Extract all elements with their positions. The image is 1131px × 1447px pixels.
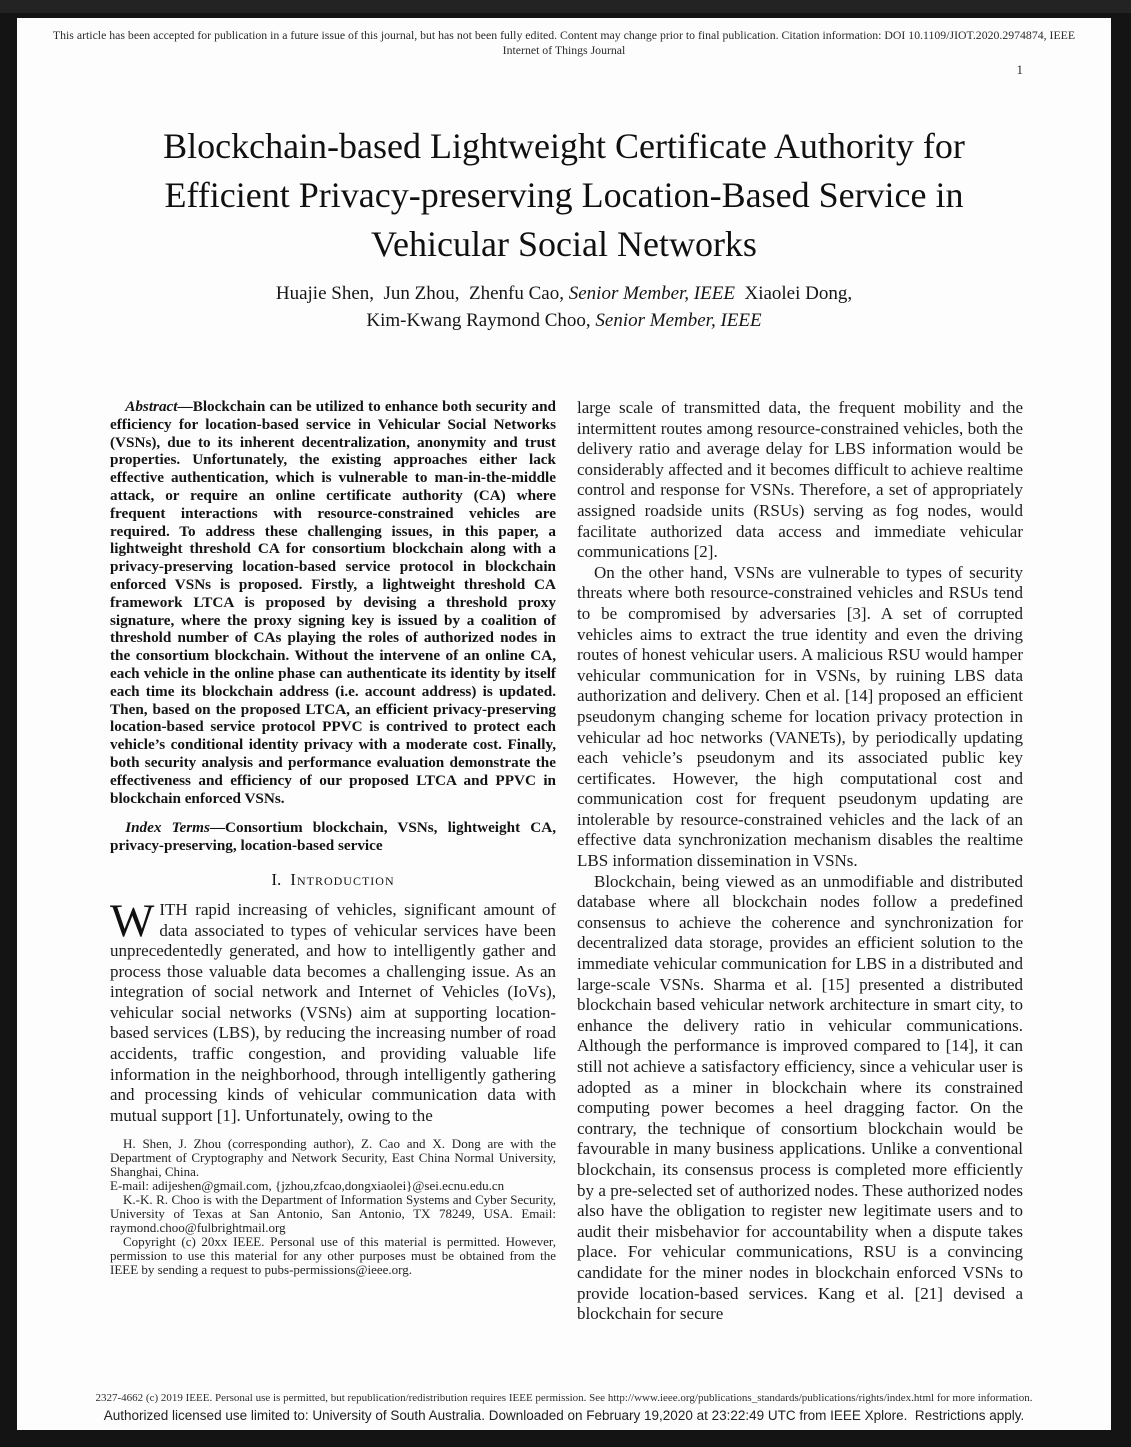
footnote-affiliation-1: H. Shen, J. Zhou (corresponding author), Z. Cao and X. Dong are with the Department of Cryptography and Network Security, East China Normal University, Shanghai, China.	[110, 1136, 556, 1180]
author-affil-italic-2: Senior Member, IEEE	[595, 310, 762, 331]
author-names-1b: Xiaolei Dong,	[734, 283, 853, 304]
abstract-text: —Blockchain can be utilized to enhance both security and efficiency for location-based service in Vehicular Social Networks (VSNs), due to its inherent decentralization, anonymity and trust properties. Unfortunately, the existing approaches either lack effective authentication, which is vulnerable to man-in-the-middle attack, or require an online certificate authority (CA) where frequent interactions with resource-constrained vehicles are required. To address these challenging issues, in this paper, a lightweight threshold CA for consortium blockchain along with a privacy-preserving location-based service protocol in blockchain enforced VSNs is proposed. Firstly, a lightweight threshold CA framework LTCA is proposed by devising a threshold proxy signature, where the proxy signing key is issued by a coalition of threshold number of CAs playing the roles of authorized nodes in the consortium blockchain. Without the intervene of an online CA, each vehicle in the online phase can authenticate its identity by itself each time its blockchain address (i.e. account address) is updated. Then, based on the proposed LTCA, an efficient privacy-preserving location-based service protocol PPVC is contrived to protect each vehicle’s conditional identity privacy with a moderate cost. Finally, both security analysis and performance evaluation demonstrate the effectiveness and efficiency of our proposed LTCA and PPVC in blockchain enforced VSNs.	[110, 398, 556, 807]
section-heading-introduction	[110, 870, 556, 890]
author-names-1: Huajie Shen, Jun Zhou, Zhenfu Cao,	[275, 283, 569, 304]
body-paragraph-continuation: large scale of transmitted data, the frequent mobility and the intermittent routes among resource-constrained vehicles, both the delivery ratio and average delay for LBS information would be considerably affected and it becomes difficult to achieve realtime control and response for VSNs. Therefore, a set of appropriately assigned roadside units (RSUs) serving as fog nodes, would facilitate authorized data access and immediate vehicular communications [2].	[577, 398, 1023, 562]
footer-license-stamp: Authorized licensed use limited to: University of South Australia. Downloaded on February 19,2020 at 23:22:49 UTC from IEEE Xplore. Restrictions apply.	[103, 1408, 1025, 1423]
page-number: 1	[1016, 62, 1023, 77]
page-footer	[17, 1391, 1111, 1424]
index-terms-label: Index Terms	[125, 819, 210, 837]
footer-copyright-line: 2327-4662 (c) 2019 IEEE. Personal use is permitted, but republication/redistribution requires IEEE permission. See http://www.ieee.org/publications_standards/publications/rights/index.html for more information.	[95, 1392, 1033, 1404]
index-terms-text: —Consortium blockchain, VSNs, lightweight CA, privacy-preserving, location-based service	[110, 819, 556, 855]
body-paragraph-2: On the other hand, VSNs are vulnerable to types of security threats where both resource-constrained vehicles and RSUs tend to be compromised by adversaries [3]. A set of corrupted vehicles aims to extract the true identity and even the driving routes of honest vehicular users. A malicious RSU would hamper vehicular communication for in VSNs, by ruining LBS data authorization and delivery. Chen et al. [14] proposed an efficient pseudonym changing scheme for location privacy protection in vehicular ad hoc networks (VANETs), by periodically updating each vehicle’s pseudonym and its associated public key certificates. However, the high computational cost and communication cost for frequent pseudonym updating are intolerable by resource-constrained vehicles and the lack of an effective data synchronization mechanism disables the realtime LBS information dissemination in VSNs.	[577, 562, 1023, 871]
right-column	[577, 398, 1023, 1378]
author-names-2: Kim-Kwang Raymond Choo,	[366, 310, 596, 331]
paper-page	[17, 18, 1111, 1430]
footnote-copyright: Copyright (c) 20xx IEEE. Personal use of this material is permitted. However, permission to use this material for any other purposes must be obtained from the IEEE by sending a request to pubs-permissions@ieee.org.	[110, 1234, 556, 1278]
intro-paragraph	[110, 894, 556, 1127]
abstract-paragraph	[110, 398, 556, 807]
paper-title	[17, 122, 1111, 269]
author-line-1	[17, 280, 1111, 307]
window-top-edge	[0, 0, 1131, 13]
author-affil-italic-1: Senior Member, IEEE	[568, 283, 735, 304]
left-column	[110, 398, 556, 1378]
index-terms-paragraph	[110, 819, 556, 855]
intro-text: ITH rapid increasing of vehicles, significant amount of data associated to types of vehicular services have been unprecedentedly generated, and how to intelligently gather and process those valuable data becomes a challenging issue. As an integration of social network and Internet of Vehicles (IoVs), vehicular social networks (VSNs) aim at supporting location-based services (LBS), by reducing the increasing number of road accidents, traffic congestion, and providing valuable life information in the neighborhood, through intelligently gathering and processing kinds of vehicular communication data with mutual support [1]. Unfortunately, owing to the	[110, 899, 556, 1125]
intro-dropcap: W	[110, 894, 155, 947]
section-number: I.	[271, 869, 282, 889]
paper-title-text: Blockchain-based Lightweight Certificate Authority for Efficient Privacy-preserving Location-Based Service in Vehicular Social Networks	[163, 126, 965, 264]
section-title: Introduction	[290, 869, 395, 889]
body-paragraph-3: Blockchain, being viewed as an unmodifiable and distributed database where all blockchain nodes follow a predefined consensus to achieve the coherence and synchronization for decentralized data storage, provides an efficient solution to the immediate vehicular communication for LBS in a distributed and large-scale VSNs. Sharma et al. [15] presented a distributed blockchain based vehicular network architecture in smart city, to enhance the delivery ratio in vehicular communications. Although the performance is improved compared to [14], it can still not achieve a satisfactory efficiency, since a vehicular user is adopted as a miner in blockchain where its constrained computing power becomes a heel dragging factor. On the contrary, the technique of consortium blockchain would be favourable in many business applications. Unlike a conventional blockchain, its consensus process is completed more efficiently by a pre-selected set of authorized nodes. These authorized nodes also have the obligation to register new legitimate users and to audit their misbehavior for accountability when a dispute takes place. For vehicular communications, RSU is a convincing candidate for the miner nodes in blockchain enforced VSNs to provide location-based services. Kang et al. [21] devised a blockchain for secure	[577, 871, 1023, 1324]
footnote-affiliation-2: K.-K. R. Choo is with the Department of Information Systems and Cyber Security, University of Texas at San Antonio, San Antonio, TX 78249, USA. Email: raymond.choo@fulbrightmail.org	[110, 1192, 556, 1236]
abstract-label: Abstract	[125, 398, 178, 415]
two-column-body	[110, 398, 1023, 1378]
author-block	[17, 280, 1111, 334]
acceptance-disclaimer: This article has been accepted for publication in a future issue of this journal, but has not been fully edited. Content may change prior to final publication. Citation information: DOI 10.1109/JIOT.2020.2974874, IEEE Internet of Things Journal	[52, 28, 1076, 57]
author-line-2	[17, 307, 1111, 334]
footnote-block	[110, 1137, 556, 1277]
footnote-email-1: E-mail: adijeshen@gmail.com, {jzhou,zfcao,dongxiaolei}@sei.ecnu.edu.cn	[110, 1178, 505, 1194]
